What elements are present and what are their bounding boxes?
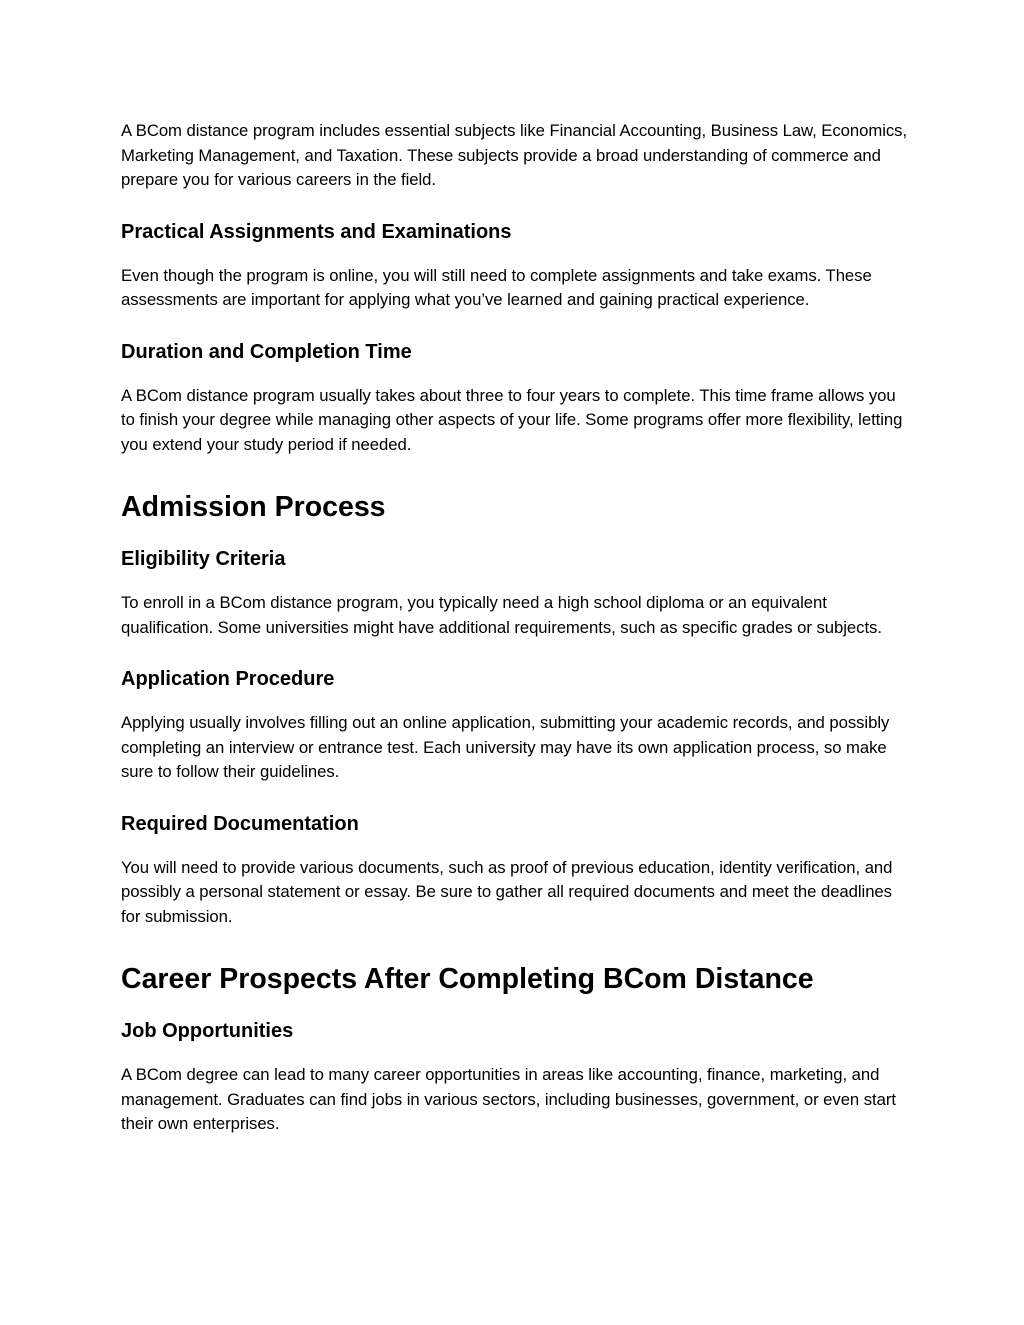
eligibility-criteria-heading: Eligibility Criteria [121,548,286,570]
practical-assignments-paragraph: Even though the program is online, you will still need to complete assignments and take exams. These assessments are important for applying what you’ve learned and gaining practical experience. [121,265,872,309]
job-opportunities-heading: Job Opportunities [121,1020,294,1042]
career-prospects-heading: Career Prospects After Completing BCom Distance [121,963,814,995]
document-page [121,119,911,1137]
eligibility-criteria-paragraph: To enroll in a BCom distance program, you typically need a high school diploma or an equivalent qualification. Some universities might have additional requirements, such as specific grades or subjects. [121,593,882,637]
practical-assignments-heading: Practical Assignments and Examinations [121,220,512,243]
intro-paragraph: A BCom distance program includes essential subjects like Financial Accounting, Business Law, Economics, Marketing Management, and Taxation. These subjects provide a broad understanding of commerce and prepare you for various careers in the field. [121,121,908,189]
duration-paragraph: A BCom distance program usually takes about three to four years to complete. This time frame allows you to finish your degree while managing other aspects of your life. Some programs offer more flexibility, letting you extend your study period if needed. [121,385,903,454]
admission-process-heading: Admission Process [121,491,386,523]
duration-heading: Duration and Completion Time [121,340,412,363]
required-documentation-heading: Required Documentation [121,812,359,835]
application-procedure-paragraph: Applying usually involves filling out an online application, submitting your academic records, and possibly completing an interview or entrance test. Each university may have its own application process, so make sure to follow their guidelines. [121,713,890,781]
required-documentation-paragraph: You will need to provide various documents, such as proof of previous education, identity verification, and possibly a personal statement or essay. Be sure to gather all required documents and meet the deadlines for submission. [121,857,893,926]
application-procedure-heading: Application Procedure [121,668,335,690]
job-opportunities-paragraph: A BCom degree can lead to many career opportunities in areas like accounting, finance, marketing, and management. Graduates can find jobs in various sectors, including businesses, government, or even start their own enterprises. [121,1065,896,1133]
